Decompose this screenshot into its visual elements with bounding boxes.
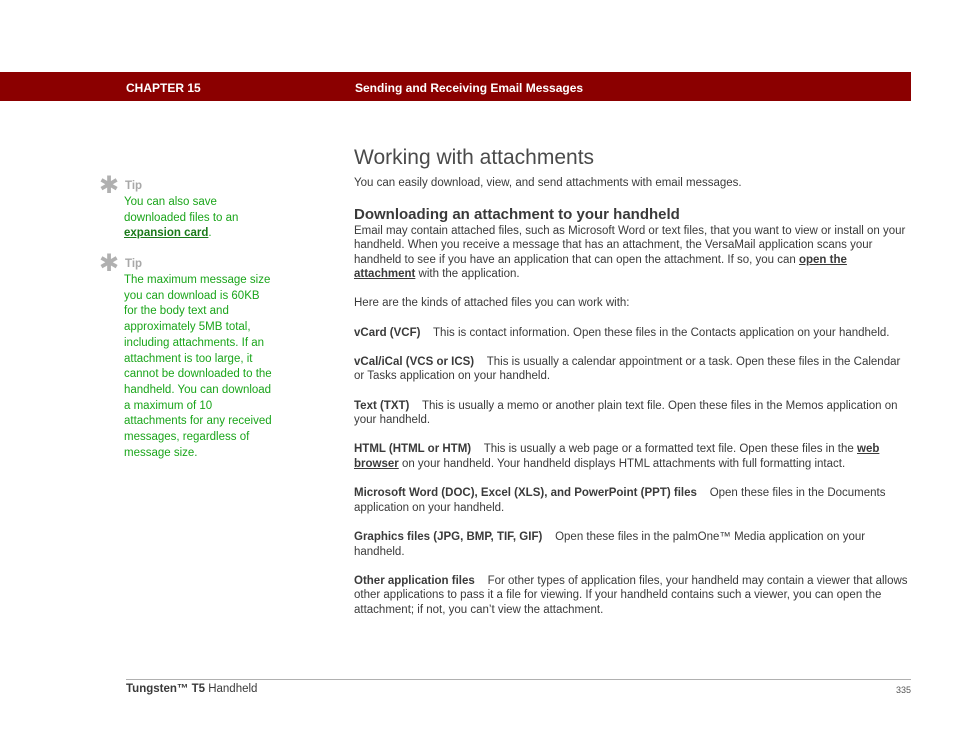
vcard-entry: vCard (VCF) This is contact information. Open these files in the Contacts application on your handheld. <box>354 326 890 339</box>
page-number: 335 <box>895 685 911 695</box>
tip-text: The maximum message size you can download is 60KB for the body text and approximately 5MB total, including attachments. If an attachment is too large, it cannot be downloaded to the handheld. You can download a maximum of 10 attachments for any received messages, regardless of message size. <box>124 274 272 459</box>
chapter-title: Sending and Receiving Email Messages <box>355 81 584 95</box>
file-kinds-intro: Here are the kinds of attached files you can work with: <box>354 297 630 310</box>
intro-text: You can easily download, view, and send attachments with email messages. <box>354 177 742 189</box>
office-term: Microsoft Word (DOC), Excel (XLS), and PowerPoint (PPT) files <box>354 487 697 500</box>
footer-product-name: Tungsten™ T5 Handheld <box>126 683 258 695</box>
other-term: Other application files <box>354 574 475 587</box>
other-entry: Other application files For other types of application files, your handheld may contain a viewer that allows other applications to pass it a file for viewing. If your handheld contains such a viewer, you can open the attachment; if not, you can’t view the attachment. <box>354 574 908 616</box>
graphics-term: Graphics files (JPG, BMP, TIF, GIF) <box>354 530 543 543</box>
web-browser-link[interactable]: web browser <box>354 443 880 470</box>
asterisk-icon: ✱ <box>99 172 120 199</box>
download-paragraph: Email may contain attached files, such as Microsoft Word or text files, that you want to view or install on your handheld. When you receive a message that has an attachment, the VersaMail application scans your handheld to see if you have an application that can open the attachment. If so, you can open the attachment with the application. <box>354 224 906 281</box>
office-entry: Microsoft Word (DOC), Excel (XLS), and PowerPoint (PPT) files Open these files in the Documents application on your handheld. <box>354 487 886 514</box>
tip-heading: Tip <box>125 180 143 192</box>
section-heading: Downloading an attachment to your handheld <box>354 205 680 223</box>
html-entry: HTML (HTML or HTM) This is usually a web page or a formatted text file. Open these files in the web browser on your handheld. Your handheld displays HTML attachments with full formatting intact. <box>354 443 880 470</box>
html-term: HTML (HTML or HTM) <box>354 443 472 456</box>
tip-text: You can also save downloaded files to an expansion card. <box>124 196 239 240</box>
open-attachment-link[interactable]: open the attachment <box>354 253 847 281</box>
tip-heading: Tip <box>125 258 143 270</box>
vcard-term: vCard (VCF) <box>354 326 421 339</box>
asterisk-icon: ✱ <box>99 250 120 277</box>
text-entry: Text (TXT) This is usually a memo or another plain text file. Open these files in the Memos application on your handheld. <box>354 399 898 427</box>
main-content <box>354 144 910 618</box>
text-term: Text (TXT) <box>354 399 410 412</box>
vcal-term: vCal/iCal (VCS or ICS) <box>354 355 475 368</box>
graphics-entry: Graphics files (JPG, BMP, TIF, GIF) Open these files in the palmOne™ Media application on your handheld. <box>354 530 866 558</box>
chapter-number: CHAPTER 15 <box>126 81 201 95</box>
vcal-entry: vCal/iCal (VCS or ICS) This is usually a calendar appointment or a task. Open these files in the Calendar or Tasks application on your handheld. <box>354 355 901 383</box>
page-title: Working with attachments <box>354 146 595 169</box>
expansion-card-link[interactable]: expansion card <box>124 227 209 240</box>
footer-divider <box>126 679 911 680</box>
